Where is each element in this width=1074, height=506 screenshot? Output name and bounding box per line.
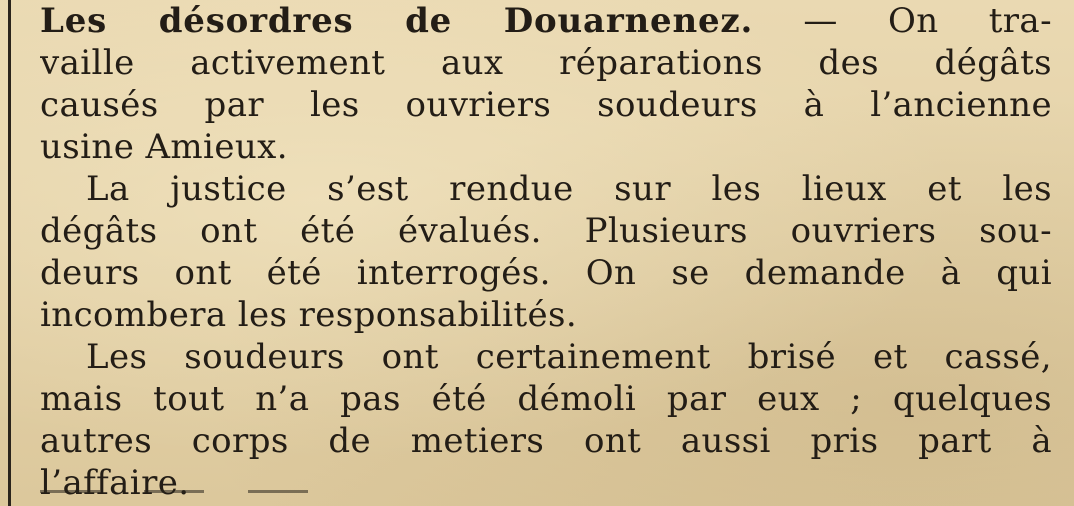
article-line: incombera les responsabilités. [40, 295, 578, 335]
cut-off-next-line [40, 490, 1052, 506]
article-line: autres corps de metiers ont aussi pris part à [40, 421, 1052, 461]
ink-fragment [40, 490, 100, 506]
article-line: causés par les ouvriers soudeurs à l’ancienne [40, 85, 1052, 125]
article-paragraph-3 [40, 336, 1052, 504]
article-line: Les soudeurs ont certainement brisé et cassé, [86, 337, 1052, 377]
column-rule [8, 0, 11, 506]
article-line-text: — On tra- [803, 1, 1052, 41]
article-line: deurs ont été interrogés. On se demande à qui [40, 253, 1052, 293]
ink-fragment [248, 490, 308, 506]
article-line: mais tout n’a pas été démoli par eux ; quelques [40, 379, 1052, 419]
article-line: l’affaire. [40, 463, 190, 503]
article-line: dégâts ont été évalués. Plusieurs ouvriers sou- [40, 211, 1052, 251]
article-paragraph-2 [40, 168, 1052, 336]
ink-fragment [144, 490, 204, 506]
article-line: La justice s’est rendue sur les lieux et les [86, 169, 1052, 209]
article-line [40, 0, 1052, 42]
article-paragraph-1 [40, 0, 1052, 168]
article-line: vaille activement aux réparations des dégâts [40, 43, 1052, 83]
article-headline: Les désordres de Douarnenez. [40, 1, 754, 41]
article-line: usine Amieux. [40, 127, 288, 167]
article-column [40, 0, 1052, 504]
